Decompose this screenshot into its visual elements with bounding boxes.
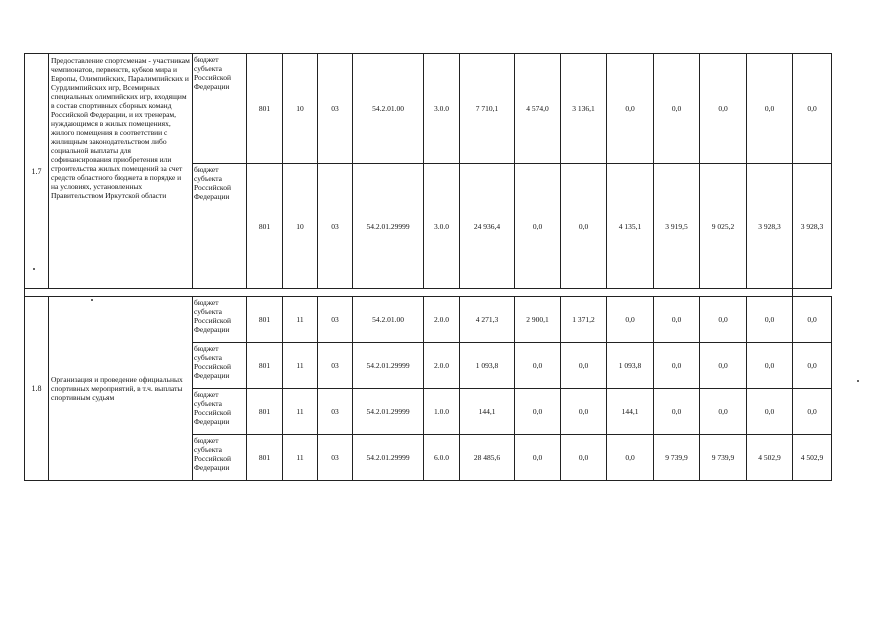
cell-c3: 03 — [318, 164, 353, 289]
cell-c10: 0,0 — [654, 297, 700, 343]
cell-c4: 54.2.01.29999 — [353, 435, 424, 481]
cell-c9: 144,1 — [607, 389, 654, 435]
cell-c8: 0,0 — [561, 343, 607, 389]
cell-c5: 3.0.0 — [424, 164, 460, 289]
cell-c1: 801 — [247, 389, 283, 435]
cell-c7: 2 900,1 — [515, 297, 561, 343]
cell-c9: 1 093,8 — [607, 343, 654, 389]
cell-c6: 4 271,3 — [460, 297, 515, 343]
cell-c7: 0,0 — [515, 164, 561, 289]
cell-c12: 0,0 — [747, 389, 793, 435]
cell-c13: 3 928,3 — [793, 164, 832, 289]
cell-c6: 144,1 — [460, 389, 515, 435]
cell-c13: 0,0 — [793, 389, 832, 435]
cell-c2: 11 — [283, 435, 318, 481]
cell-c2: 11 — [283, 297, 318, 343]
cell-c2: 11 — [283, 389, 318, 435]
cell-c5: 2.0.0 — [424, 297, 460, 343]
cell-c7: 0,0 — [515, 389, 561, 435]
scan-speck — [857, 380, 859, 382]
section-description: Организация и проведение официальных спортивных мероприятий, в т.ч. выплаты спортивным судьям — [49, 297, 193, 481]
cell-c13: 0,0 — [793, 297, 832, 343]
cell-c1: 801 — [247, 164, 283, 289]
cell-c10: 9 739,9 — [654, 435, 700, 481]
cell-c3: 03 — [318, 343, 353, 389]
cell-c9: 4 135,1 — [607, 164, 654, 289]
cell-c10: 0,0 — [654, 54, 700, 164]
cell-c5: 1.0.0 — [424, 389, 460, 435]
cell-c5: 6.0.0 — [424, 435, 460, 481]
cell-c12: 4 502,9 — [747, 435, 793, 481]
cell-c8: 0,0 — [561, 389, 607, 435]
funding-source: бюджет субъекта Российской Федерации — [193, 435, 247, 481]
cell-c13: 4 502,9 — [793, 435, 832, 481]
cell-c11: 0,0 — [700, 297, 747, 343]
cell-c11: 9 025,2 — [700, 164, 747, 289]
section-index: 1.7 — [25, 54, 49, 289]
cell-c2: 11 — [283, 343, 318, 389]
cell-c11: 9 739,9 — [700, 435, 747, 481]
cell-c5: 3.0.0 — [424, 54, 460, 164]
scan-speck — [91, 299, 93, 301]
cell-c9: 0,0 — [607, 54, 654, 164]
cell-c9: 0,0 — [607, 435, 654, 481]
cell-c4: 54.2.01.00 — [353, 54, 424, 164]
section-description: Предоставление спортсменам - участникам чемпионатов, первенств, кубков мира и Европы, Олимпийских, Паралимпийских и Сурдлимпийских игр, Всемирных специальных олимпийских игр, входящим в состав спортивных сборных команд Российской Федерации, и их тренерам, нуждающимся в жилых помещениях, жилого помещения в соответствии с жилищным законодательством либо социальной выплаты для софинансирования приобретения или строительства жилых помещений за счет средств областного бюджета в порядке и на условиях, установленных Правительством Иркутской области — [49, 54, 193, 289]
funding-source: бюджет субъекта Российской Федерации — [193, 343, 247, 389]
funding-source: бюджет субъекта Российской Федерации — [193, 297, 247, 343]
cell-c4: 54.2.01.00 — [353, 297, 424, 343]
budget-table — [24, 53, 832, 481]
cell-c6: 1 093,8 — [460, 343, 515, 389]
cell-c11: 0,0 — [700, 54, 747, 164]
cell-c12: 0,0 — [747, 297, 793, 343]
cell-c1: 801 — [247, 297, 283, 343]
cell-c6: 28 485,6 — [460, 435, 515, 481]
section-divider — [25, 289, 832, 297]
cell-c11: 0,0 — [700, 389, 747, 435]
cell-c3: 03 — [318, 54, 353, 164]
cell-c8: 0,0 — [561, 435, 607, 481]
cell-c1: 801 — [247, 343, 283, 389]
cell-c3: 03 — [318, 297, 353, 343]
cell-c2: 10 — [283, 54, 318, 164]
scan-speck — [33, 268, 35, 270]
cell-c1: 801 — [247, 435, 283, 481]
cell-c8: 0,0 — [561, 164, 607, 289]
cell-c4: 54.2.01.29999 — [353, 343, 424, 389]
cell-c10: 0,0 — [654, 343, 700, 389]
cell-c5: 2.0.0 — [424, 343, 460, 389]
cell-c7: 4 574,0 — [515, 54, 561, 164]
table-row — [25, 54, 832, 164]
section-index: 1.8 — [25, 297, 49, 481]
cell-c8: 1 371,2 — [561, 297, 607, 343]
cell-c4: 54.2.01.29999 — [353, 164, 424, 289]
cell-c3: 03 — [318, 435, 353, 481]
table-row — [25, 297, 832, 343]
cell-c12: 0,0 — [747, 54, 793, 164]
cell-c7: 0,0 — [515, 343, 561, 389]
funding-source: бюджет субъекта Российской Федерации — [193, 164, 247, 289]
cell-c10: 0,0 — [654, 389, 700, 435]
cell-c4: 54.2.01.29999 — [353, 389, 424, 435]
cell-c13: 0,0 — [793, 54, 832, 164]
cell-c9: 0,0 — [607, 297, 654, 343]
cell-c12: 0,0 — [747, 343, 793, 389]
cell-c13: 0,0 — [793, 343, 832, 389]
cell-c1: 801 — [247, 54, 283, 164]
funding-source: бюджет субъекта Российской Федерации — [193, 389, 247, 435]
cell-c7: 0,0 — [515, 435, 561, 481]
cell-c10: 3 919,5 — [654, 164, 700, 289]
cell-c6: 24 936,4 — [460, 164, 515, 289]
cell-c2: 10 — [283, 164, 318, 289]
cell-c6: 7 710,1 — [460, 54, 515, 164]
cell-c3: 03 — [318, 389, 353, 435]
cell-c11: 0,0 — [700, 343, 747, 389]
cell-c8: 3 136,1 — [561, 54, 607, 164]
funding-source: бюджет субъекта Российской Федерации — [193, 54, 247, 164]
cell-c12: 3 928,3 — [747, 164, 793, 289]
